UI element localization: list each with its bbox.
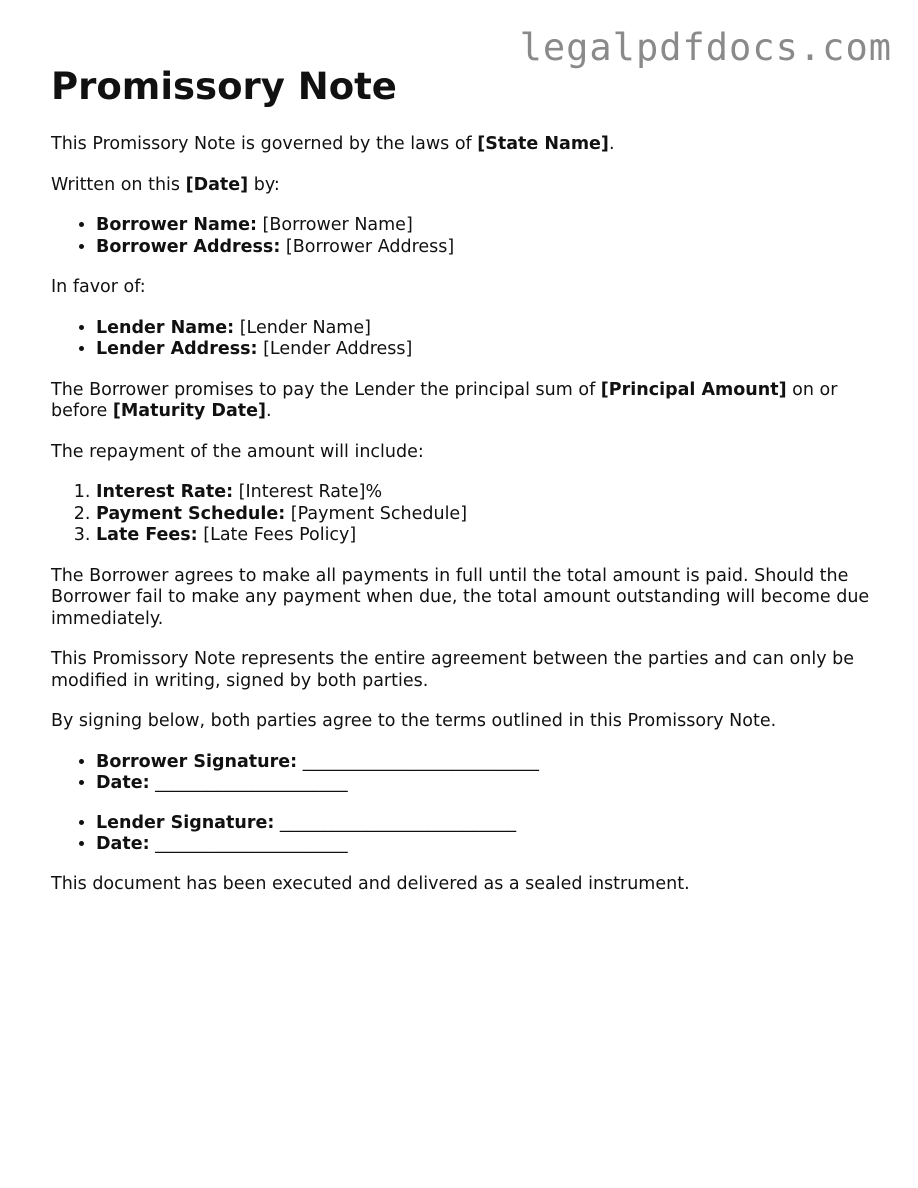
promise-paragraph: The Borrower promises to pay the Lender the principal sum of [Principal Amount] on or before [Maturity Date]. bbox=[51, 379, 838, 421]
payment-terms-paragraph: The Borrower agrees to make all payments in full until the total amount is paid. Should the Borrower fail to make any payment when due, the total amount outstanding will become due immediately. bbox=[51, 565, 870, 629]
borrower-signature-list bbox=[51, 752, 871, 795]
principal-amount-field: [Principal Amount] bbox=[600, 379, 787, 400]
in-favor-line: In favor of: bbox=[51, 277, 146, 297]
field-label: Lender Address: bbox=[96, 339, 258, 359]
closing-statement: This document has been executed and delivered as a sealed instrument. bbox=[51, 873, 690, 894]
field-label: Date: bbox=[96, 834, 150, 854]
field-label: Borrower Address: bbox=[96, 236, 281, 257]
date-line[interactable]: ______________________ bbox=[149, 773, 348, 793]
list-item bbox=[96, 339, 871, 361]
list-item bbox=[96, 482, 871, 504]
repayment-intro: The repayment of the amount will include: bbox=[51, 441, 424, 462]
date-field: [Date] bbox=[185, 174, 249, 195]
list-item bbox=[96, 237, 871, 259]
borrower-list bbox=[51, 215, 871, 258]
field-label: Lender Name: bbox=[96, 317, 235, 338]
list-item bbox=[96, 525, 871, 547]
field-value: [Late Fees Policy] bbox=[197, 525, 357, 545]
watermark-logo: legalpdfdocs.com bbox=[519, 26, 892, 69]
written-on-line: Written on this [Date] by: bbox=[51, 174, 280, 195]
lender-list bbox=[51, 318, 871, 361]
field-value: [Payment Schedule] bbox=[285, 503, 468, 524]
field-value: [Lender Address] bbox=[257, 339, 413, 359]
signature-line[interactable]: ___________________________ bbox=[274, 812, 517, 833]
list-item bbox=[96, 834, 871, 856]
field-value: [Lender Name] bbox=[234, 317, 371, 338]
field-value: [Borrower Name] bbox=[256, 215, 413, 235]
state-name-field: [State Name] bbox=[477, 134, 609, 154]
field-label: Late Fees: bbox=[96, 525, 198, 545]
field-label: Borrower Name: bbox=[96, 215, 257, 235]
repayment-list bbox=[51, 482, 871, 547]
document-body bbox=[51, 64, 871, 914]
field-label: Date: bbox=[96, 773, 150, 793]
list-item bbox=[96, 773, 871, 795]
field-label: Interest Rate: bbox=[96, 482, 234, 502]
date-line[interactable]: ______________________ bbox=[149, 834, 348, 854]
field-label: Payment Schedule: bbox=[96, 503, 286, 524]
lender-signature-list bbox=[51, 813, 871, 856]
list-item bbox=[96, 504, 871, 526]
field-value: [Borrower Address] bbox=[280, 236, 455, 257]
page-title: Promissory Note bbox=[51, 65, 397, 108]
field-value: [Interest Rate]% bbox=[233, 482, 383, 502]
list-item bbox=[96, 752, 871, 774]
list-item bbox=[96, 318, 871, 340]
field-label: Lender Signature: bbox=[96, 812, 275, 833]
field-label: Borrower Signature: bbox=[96, 751, 298, 772]
maturity-date-field: [Maturity Date] bbox=[112, 401, 266, 421]
signing-intro: By signing below, both parties agree to the terms outlined in this Promissory Note. bbox=[51, 711, 777, 731]
governing-law-line: This Promissory Note is governed by the laws of [State Name]. bbox=[51, 134, 615, 154]
entire-agreement-paragraph: This Promissory Note represents the entire agreement between the parties and can only be modified in writing, signed by both parties. bbox=[51, 649, 854, 691]
signature-line[interactable]: ___________________________ bbox=[297, 751, 539, 772]
list-item bbox=[96, 813, 871, 835]
list-item bbox=[96, 215, 871, 237]
governing-law-text: This Promissory Note is governed by the laws of bbox=[51, 134, 478, 154]
